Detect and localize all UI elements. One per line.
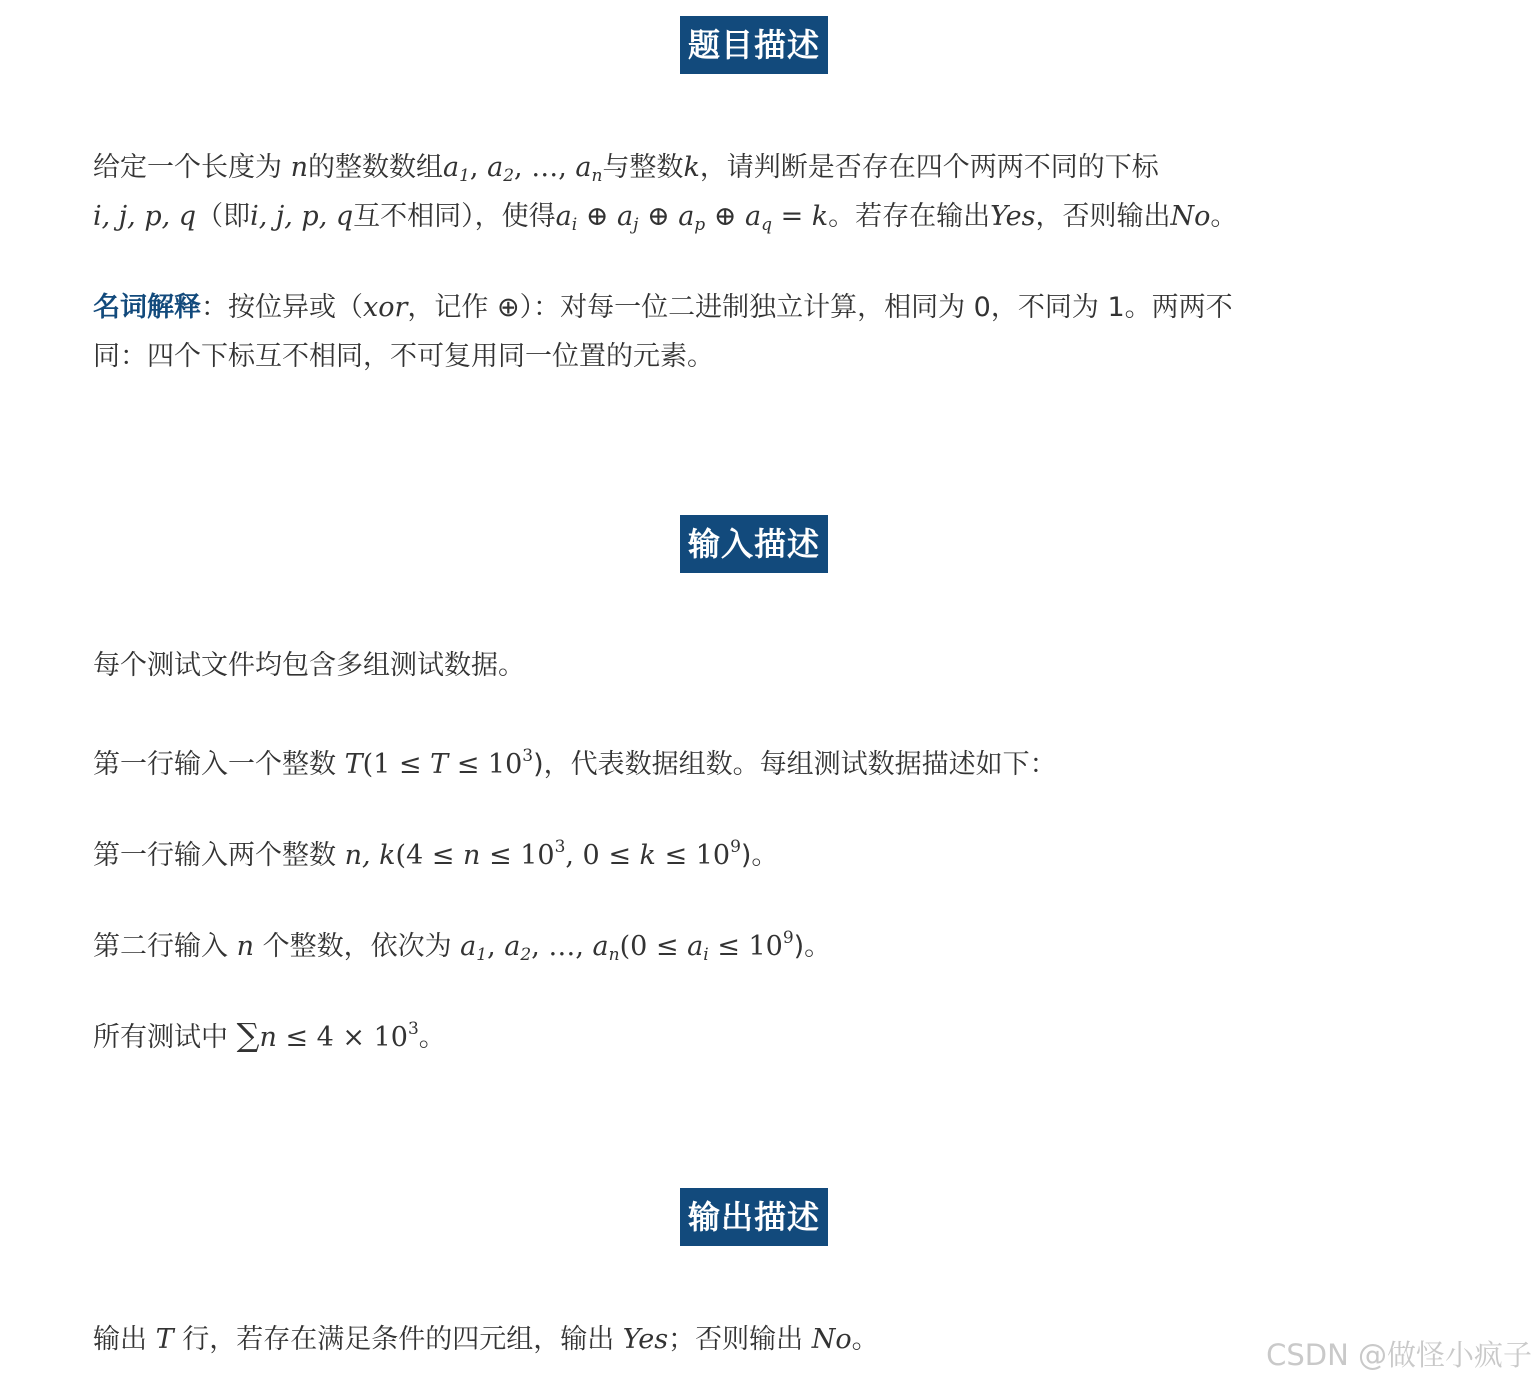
section-heading-problem: 题目描述 [680,16,828,74]
watermark: CSDN @做怪小疯子 [1266,1338,1532,1372]
output-line-1: 输出 T 行，若存在满足条件的四元组，输出 Yes；否则输出 No。 [93,1324,879,1355]
glossary-line-1: 名词解释：按位异或（xor，记作 ⊕）：对每一位二进制独立计算，相同为 0，不同为 1。两两不 [93,292,1233,323]
input-line-1: 每个测试文件均包含多组测试数据。 [93,650,525,681]
input-line-3: 第一行输入两个整数 n, $k(4 \le n \le 10^3$, $0 \le k \le 10^9$)。 [93,837,779,871]
input-line-4: 第二行输入 n 个整数，依次为 $a_1$, $a_2$, …, $a_n(0 \le a_i \le 10^9)$。 [93,928,832,965]
glossary-line-2: 同：四个下标互不相同，不可复用同一位置的元素。 [93,341,714,372]
problem-text-line-2: i, j, p, q（即i, j, p, q互不相同），使得$a_i$ ⊕ $a_j$ ⊕ $a_p$ ⊕ $a_q = k$。若存在输出Yes，否则输出No。 [93,201,1238,235]
input-line-5: 所有测试中 $\sum n \le 4 \times 10^3$。 [93,1016,446,1054]
glossary-term: 名词解释 [93,292,201,323]
problem-text-line-1: 给定一个长度为 n的整数数组$a_1$, $a_2$, …, $a_n$与整数k，请判断是否存在四个两两不同的下标 [93,152,1159,186]
section-heading-output: 输出描述 [680,1188,828,1246]
input-line-2: 第一行输入一个整数 $T(1 \le T \le 10^3)$，代表数据组数。每组测试数据描述如下： [93,746,1057,780]
section-heading-input: 输入描述 [680,515,828,573]
